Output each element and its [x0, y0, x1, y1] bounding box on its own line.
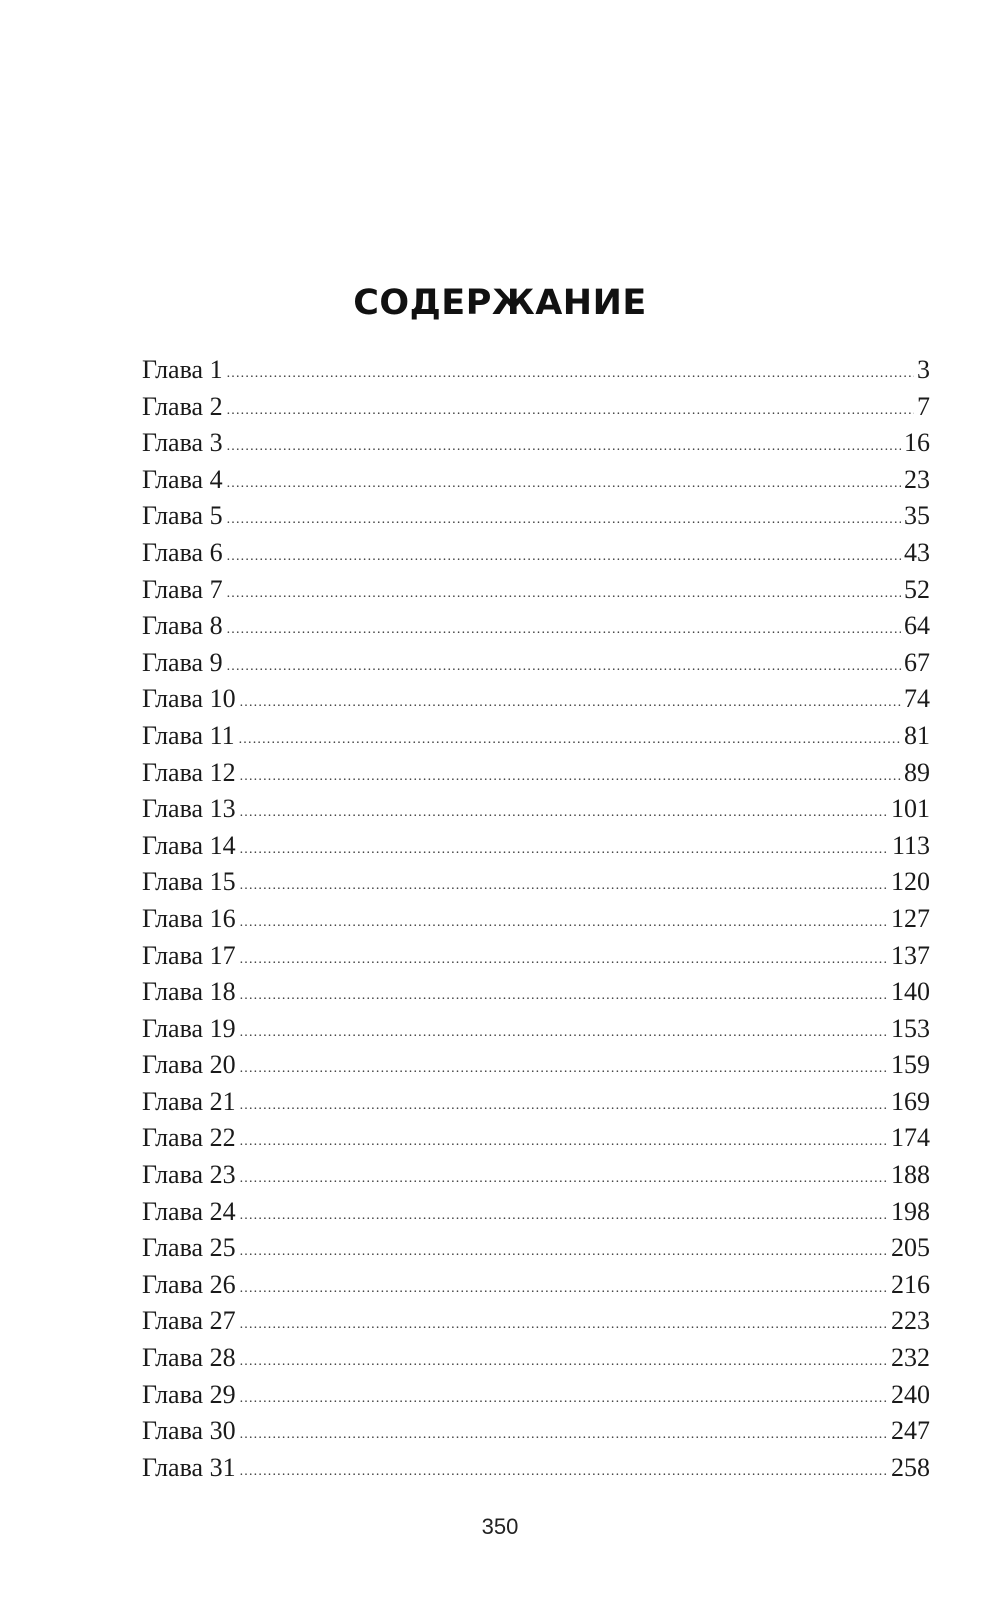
- toc-entry-label: Глава 22: [142, 1123, 236, 1153]
- toc-entry: [142, 721, 930, 758]
- toc-entry-page: 81: [904, 720, 930, 750]
- page-title: СОДЕРЖАНИЕ: [353, 283, 647, 323]
- toc-entry-label: Глава 5: [142, 501, 223, 531]
- toc-entry-page: 188: [891, 1160, 930, 1190]
- dot-leader: [227, 512, 901, 528]
- dot-leader: [227, 659, 901, 675]
- toc-entry: [142, 1380, 930, 1417]
- toc-entry-label: Глава 20: [142, 1050, 236, 1080]
- toc-entry-page: 198: [891, 1196, 930, 1226]
- toc-entry-page: 89: [904, 757, 930, 787]
- dot-leader: [227, 549, 901, 565]
- toc-entry-label: Глава 11: [142, 720, 235, 750]
- toc-entry-page: 74: [904, 684, 930, 714]
- dot-leader: [240, 915, 888, 931]
- toc-entry-label: Глава 24: [142, 1196, 236, 1226]
- toc-entry: [142, 684, 930, 721]
- dot-leader: [240, 1427, 888, 1443]
- dot-leader: [240, 1171, 888, 1187]
- dot-leader: [240, 878, 888, 894]
- toc-entry-label: Глава 25: [142, 1233, 236, 1263]
- toc-entry-label: Глава 15: [142, 867, 236, 897]
- toc-entry: [142, 1306, 930, 1343]
- toc-entry-page: 258: [891, 1452, 930, 1482]
- toc-entry-page: 52: [904, 574, 930, 604]
- dot-leader: [240, 988, 888, 1004]
- toc-entry-label: Глава 19: [142, 1013, 236, 1043]
- dot-leader: [239, 732, 901, 748]
- toc-entry-page: 174: [891, 1123, 930, 1153]
- toc-entry-page: 64: [904, 611, 930, 641]
- toc-entry-label: Глава 10: [142, 684, 236, 714]
- toc-entry-label: Глава 3: [142, 428, 223, 458]
- toc-entry: [142, 355, 930, 392]
- toc-entry: [142, 1233, 930, 1270]
- toc-entry-label: Глава 18: [142, 977, 236, 1007]
- toc-entry-page: 7: [917, 391, 930, 421]
- table-of-contents: [142, 355, 930, 1489]
- dot-leader: [240, 1317, 888, 1333]
- toc-entry-label: Глава 14: [142, 830, 236, 860]
- dot-leader: [240, 695, 901, 711]
- toc-entry-page: 159: [891, 1050, 930, 1080]
- toc-entry-label: Глава 4: [142, 464, 223, 494]
- dot-leader: [240, 769, 901, 785]
- toc-entry-label: Глава 31: [142, 1452, 236, 1482]
- toc-entry: [142, 575, 930, 612]
- toc-entry: [142, 611, 930, 648]
- toc-entry-label: Глава 12: [142, 757, 236, 787]
- toc-entry-page: 35: [904, 501, 930, 531]
- dot-leader: [227, 366, 914, 382]
- dot-leader: [240, 1061, 888, 1077]
- toc-entry-label: Глава 9: [142, 647, 223, 677]
- toc-entry-page: 101: [891, 794, 930, 824]
- toc-entry: [142, 867, 930, 904]
- toc-entry-page: 120: [891, 867, 930, 897]
- toc-entry-label: Глава 27: [142, 1306, 236, 1336]
- toc-entry-label: Глава 16: [142, 903, 236, 933]
- toc-entry: [142, 465, 930, 502]
- toc-entry-label: Глава 6: [142, 537, 223, 567]
- toc-entry-page: 67: [904, 647, 930, 677]
- toc-entry-page: 153: [891, 1013, 930, 1043]
- toc-entry: [142, 1416, 930, 1453]
- toc-entry: [142, 1160, 930, 1197]
- toc-entry: [142, 1343, 930, 1380]
- dot-leader: [240, 1208, 888, 1224]
- toc-entry: [142, 1087, 930, 1124]
- toc-entry-label: Глава 28: [142, 1343, 236, 1373]
- toc-entry-page: 216: [891, 1269, 930, 1299]
- toc-entry: [142, 428, 930, 465]
- dot-leader: [240, 1354, 888, 1370]
- dot-leader: [227, 439, 901, 455]
- toc-entry-label: Глава 1: [142, 355, 223, 384]
- toc-entry-page: 137: [891, 940, 930, 970]
- toc-entry: [142, 1197, 930, 1234]
- dot-leader: [227, 586, 901, 602]
- dot-leader: [240, 1464, 888, 1480]
- toc-entry: [142, 758, 930, 795]
- toc-entry: [142, 501, 930, 538]
- toc-entry-label: Глава 23: [142, 1160, 236, 1190]
- toc-entry: [142, 538, 930, 575]
- toc-entry-label: Глава 8: [142, 611, 223, 641]
- dot-leader: [240, 805, 888, 821]
- toc-entry: [142, 392, 930, 429]
- toc-entry-page: 43: [904, 537, 930, 567]
- dot-leader: [240, 1098, 888, 1114]
- toc-entry-label: Глава 7: [142, 574, 223, 604]
- toc-entry: [142, 1270, 930, 1307]
- dot-leader: [240, 842, 889, 858]
- toc-entry-label: Глава 17: [142, 940, 236, 970]
- toc-entry: [142, 1050, 930, 1087]
- toc-entry-page: 16: [904, 428, 930, 458]
- dot-leader: [240, 1244, 888, 1260]
- dot-leader: [240, 1134, 888, 1150]
- dot-leader: [240, 952, 888, 968]
- toc-entry: [142, 1014, 930, 1051]
- toc-entry: [142, 831, 930, 868]
- toc-entry-page: 247: [891, 1416, 930, 1446]
- toc-entry: [142, 941, 930, 978]
- toc-entry-label: Глава 2: [142, 391, 223, 421]
- toc-entry-page: 140: [891, 977, 930, 1007]
- toc-entry-label: Глава 13: [142, 794, 236, 824]
- dot-leader: [227, 622, 901, 638]
- toc-entry-page: 113: [891, 830, 930, 860]
- toc-entry: [142, 1123, 930, 1160]
- toc-entry: [142, 977, 930, 1014]
- toc-entry-page: 223: [891, 1306, 930, 1336]
- toc-entry-page: 232: [891, 1343, 930, 1373]
- dot-leader: [227, 403, 914, 419]
- toc-entry-page: 205: [891, 1233, 930, 1263]
- toc-entry: [142, 1453, 930, 1490]
- toc-entry-page: 3: [917, 355, 930, 384]
- toc-entry: [142, 904, 930, 941]
- toc-entry-label: Глава 29: [142, 1379, 236, 1409]
- dot-leader: [240, 1391, 888, 1407]
- dot-leader: [240, 1025, 888, 1041]
- toc-entry-page: 169: [891, 1086, 930, 1116]
- dot-leader: [227, 476, 901, 492]
- toc-entry-page: 23: [904, 464, 930, 494]
- toc-entry-label: Глава 21: [142, 1086, 236, 1116]
- toc-entry: [142, 648, 930, 685]
- toc-entry-page: 127: [891, 903, 930, 933]
- toc-entry: [142, 794, 930, 831]
- toc-entry-label: Глава 30: [142, 1416, 236, 1446]
- toc-entry-page: 240: [891, 1379, 930, 1409]
- page-number: 350: [481, 1514, 519, 1539]
- toc-entry-label: Глава 26: [142, 1269, 236, 1299]
- dot-leader: [240, 1281, 888, 1297]
